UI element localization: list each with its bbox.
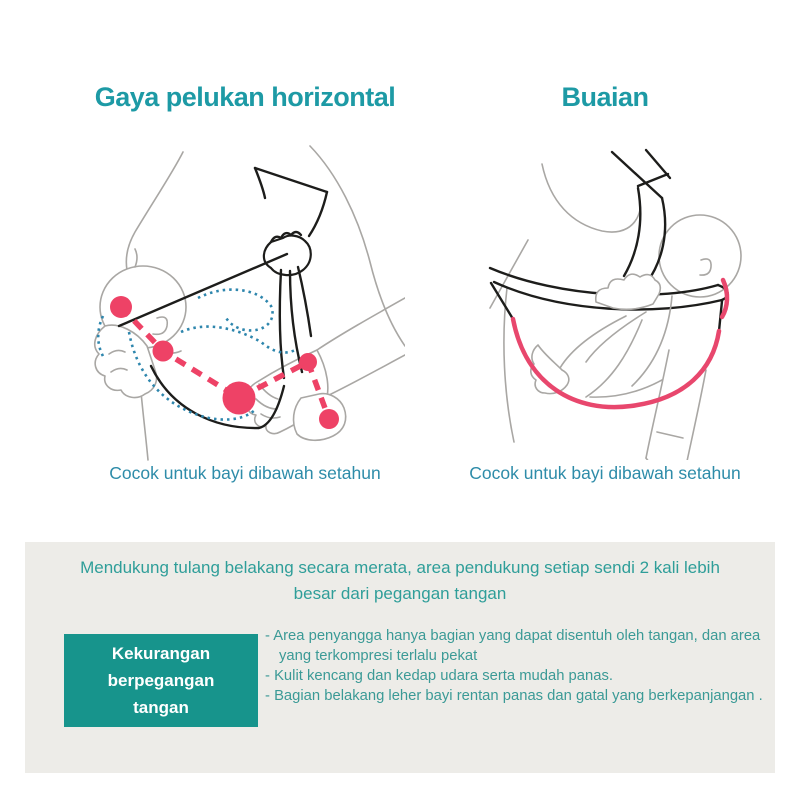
- bullet-item: [265, 686, 763, 706]
- bullet-item: [265, 666, 763, 686]
- heading-cradle: Buaian: [561, 82, 649, 112]
- horizontal-carry-illustration: [75, 140, 405, 470]
- bullet-marker: -: [265, 688, 270, 704]
- heading-horizontal-carry: Gaya pelukan horizontal: [94, 82, 396, 112]
- disadvantage-bullet-list: [265, 626, 763, 706]
- bullet-item: [265, 626, 763, 666]
- info-panel: [25, 542, 775, 773]
- cradle-sling-illustration: [450, 140, 770, 460]
- bullet-marker: -: [265, 628, 270, 644]
- panel-intro-text: Mendukung tulang belakang secara merata, area pendukung setiap sendi 2 kali lebih besar dari pegangan tangan: [80, 558, 720, 603]
- disadvantage-label-text: Kekurangan berpegangan tangan: [107, 644, 215, 717]
- bullet-marker: -: [265, 668, 270, 684]
- caption-cradle: Cocok untuk bayi dibawah setahun: [469, 463, 741, 483]
- bullet-text: Bagian belakang leher bayi rentan panas dan gatal yang berkepanjangan .: [274, 688, 763, 704]
- bullet-text: Kulit kencang dan kedap udara serta mudah panas.: [274, 668, 613, 684]
- bullet-text: Area penyangga hanya bagian yang dapat disentuh oleh tangan, dan area yang terkompresi terlalu pekat: [273, 628, 761, 664]
- disadvantage-label-box: [64, 634, 258, 727]
- caption-horizontal-carry: Cocok untuk bayi dibawah setahun: [109, 463, 381, 483]
